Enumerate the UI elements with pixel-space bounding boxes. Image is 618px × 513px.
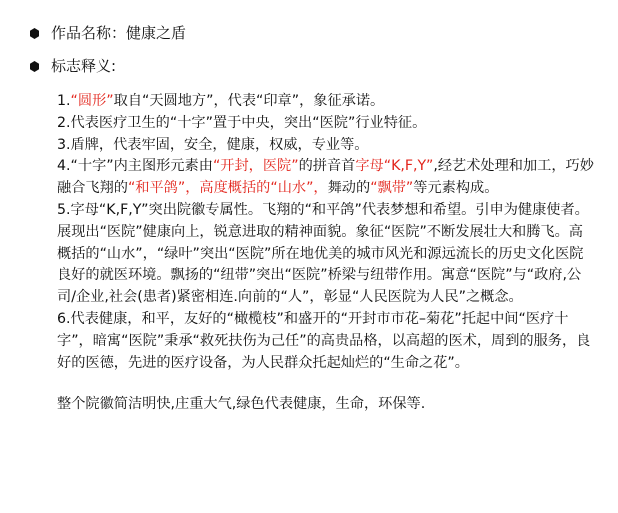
- paragraph-2: 2.代表医疗卫生的“十字”置于中央，突出“医院”行业特征。: [57, 114, 427, 131]
- p4-text-c: 的拼音首: [298, 158, 356, 175]
- p1-highlight-circle: “圆形”: [70, 93, 114, 109]
- hexagon-bullet-icon: [30, 61, 39, 72]
- paragraph-3: 3.盾牌，代表牢固，安全，健康，权威，专业等。: [57, 136, 369, 153]
- paragraph-5: 5.字母“K,F,Y”突出院徽专属性。飞翔的“和平鸽”代表梦想和希望。引申为健康使者。展现出“医院”健康向上，锐意进取的精神面貌。象征“医院”不断发展壮大和腾飞。高概括的“山水”，“绿叶”突出“医院”所在地优美的城市风光和源远流长的历史文化医院良好的就医环境。飘扬的“纽带”突出“医院”桥梁与纽带作用。寓意“医院”与“政府,公司/企业,社会(患者)紧密相连.向前的“人”，彰显“人民医院为人民”之概念。: [57, 201, 589, 306]
- p4-text-e: ,经艺术处理和加工，巧妙融合飞翔的: [57, 158, 594, 197]
- p4-highlight-dove: “和平鸽”，高度概括的“山水”，: [127, 180, 328, 197]
- p4-highlight-letters: 字母“K,F,Y”: [355, 158, 434, 175]
- explanation-body: [57, 91, 597, 416]
- paragraph-1: [57, 91, 597, 113]
- p4-text-g: 舞动的: [327, 180, 371, 197]
- work-name-line: [30, 22, 186, 44]
- summary-paragraph: 整个院徽简洁明快,庄重大气,绿色代表健康，生命，环保等.: [57, 396, 426, 413]
- hexagon-bullet-icon: [30, 28, 39, 39]
- p4-highlight-kaifeng: “开封，医院”: [212, 158, 299, 175]
- p4-text-a: 4.“十字”内主图形元素由: [57, 158, 213, 175]
- logo-meaning-line: [30, 55, 116, 77]
- p4-text-i: 等元素构成。: [413, 180, 499, 197]
- p4-highlight-ribbon: “飘带”: [370, 180, 414, 197]
- logo-meaning-heading: 标志释义:: [51, 57, 117, 75]
- paragraph-6: 6.代表健康，和平，友好的“橄榄枝”和盛开的“开封市市花–菊花”托起中间“医疗十字”，暗寓“医院”秉承“救死扶伤为己任”的高贵品格，以高超的医术，周到的服务，良好的医德，先进的医疗设备，为人民群众托起灿烂的“生命之花”。: [57, 310, 591, 371]
- work-name-text: 作品名称：健康之盾: [51, 24, 187, 42]
- p1-text: 取自“天圆地方”，代表“印章”，象征承诺。: [113, 93, 385, 109]
- p1-number: 1.: [57, 93, 71, 109]
- paragraph-4: [57, 156, 597, 200]
